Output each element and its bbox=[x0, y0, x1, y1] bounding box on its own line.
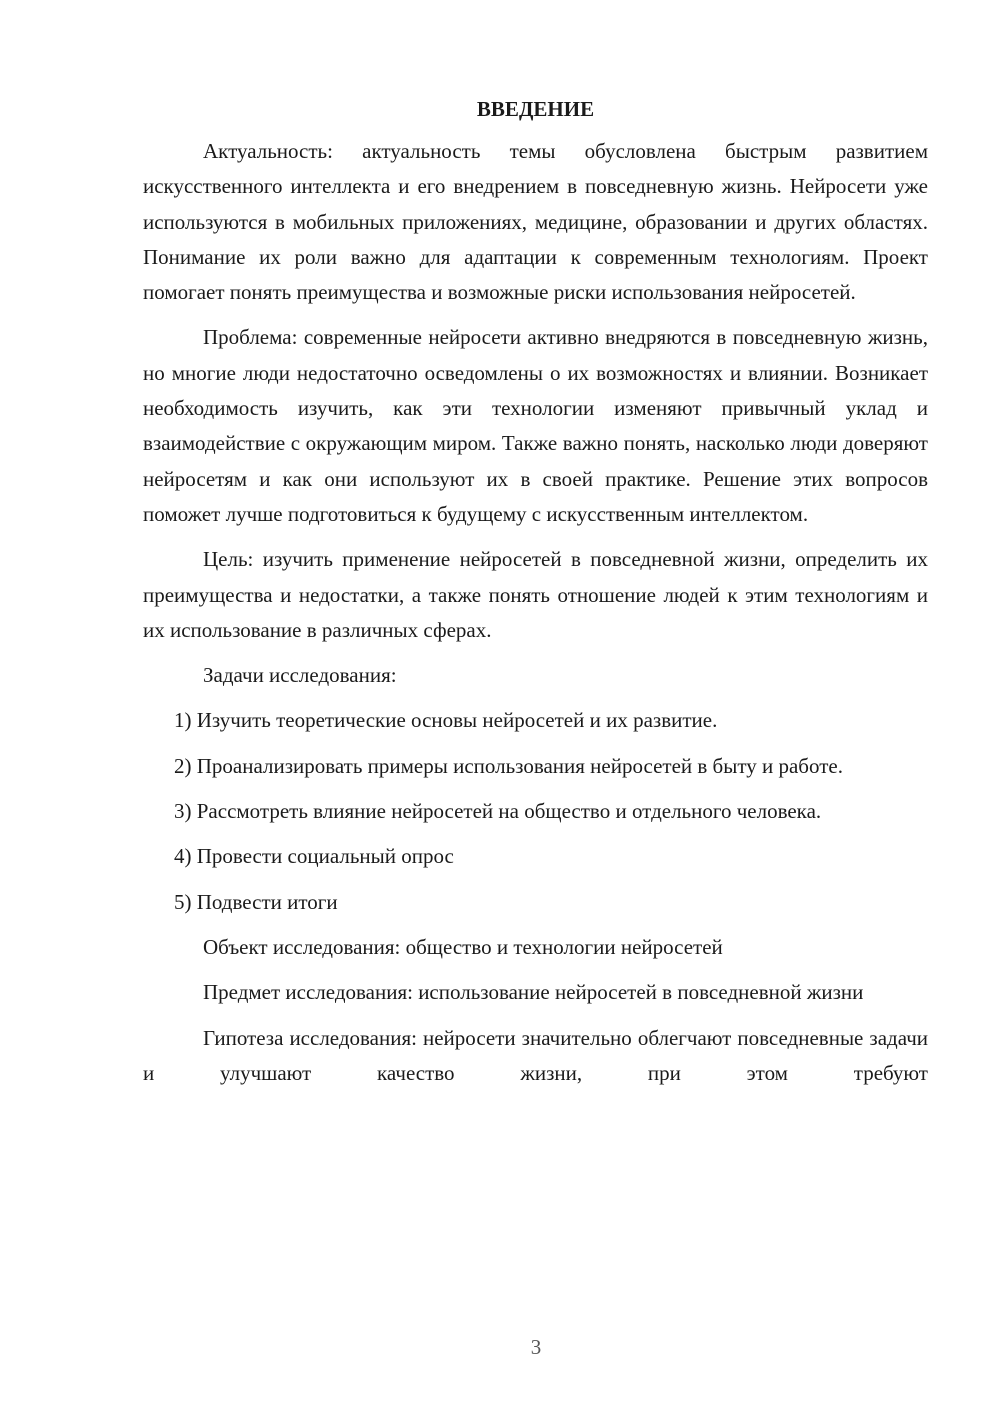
paragraph-problem: Проблема: современные нейросети активно внедряются в повседневную жизнь, но многие люди недостаточно осведомлены о их возможностях и влиянии. Возникает необходимость изучить, как эти технологии изменяют привычный уклад и взаимодействие с окружающим миром. Также важно понять, насколько люди доверяют нейросетям и как они используют их в своей практике. Решение этих вопросов поможет лучше подготовиться к будущему с искусственным интеллектом. bbox=[143, 325, 928, 526]
paragraph-goal: Цель: изучить применение нейросетей в повседневной жизни, определить их преимущества и недостатки, а также понять отношение людей к этим технологиям и их использование в различных сферах. bbox=[143, 547, 928, 642]
task-item-2: 2) Проанализировать примеры использования нейросетей в быту и работе. bbox=[174, 753, 843, 778]
page-number: 3 bbox=[530, 1335, 542, 1359]
task-item-4: 4) Провести социальный опрос bbox=[174, 844, 454, 869]
paragraph-hypothesis: Гипотеза исследования: нейросети значительно облегчают повседневные задачи и улучшают качество жизни, при этом требуют bbox=[143, 1025, 928, 1085]
tasks-heading: Задачи исследования: bbox=[203, 663, 397, 688]
paragraph-subject: Предмет исследования: использование нейросетей в повседневной жизни bbox=[203, 980, 864, 1005]
task-item-3: 3) Рассмотреть влияние нейросетей на общество и отдельного человека. bbox=[174, 799, 822, 824]
page-content bbox=[143, 92, 928, 1101]
page-title: ВВЕДЕНИЕ bbox=[476, 97, 595, 121]
task-item-1: 1) Изучить теоретические основы нейросетей и их развитие. bbox=[174, 708, 718, 733]
paragraph-object: Объект исследования: общество и технологии нейросетей bbox=[203, 934, 723, 959]
task-item-5: 5) Подвести итоги bbox=[174, 889, 338, 914]
paragraph-relevance: Актуальность: актуальность темы обусловлена быстрым развитием искусственного интеллекта и его внедрением в повседневную жизнь. Нейросети уже используются в мобильных приложениях, медицине, образовании и других областях. Понимание их роли важно для адаптации к современным технологиям. Проект помогает понять преимущества и возможные риски использования нейросетей. bbox=[143, 139, 928, 305]
